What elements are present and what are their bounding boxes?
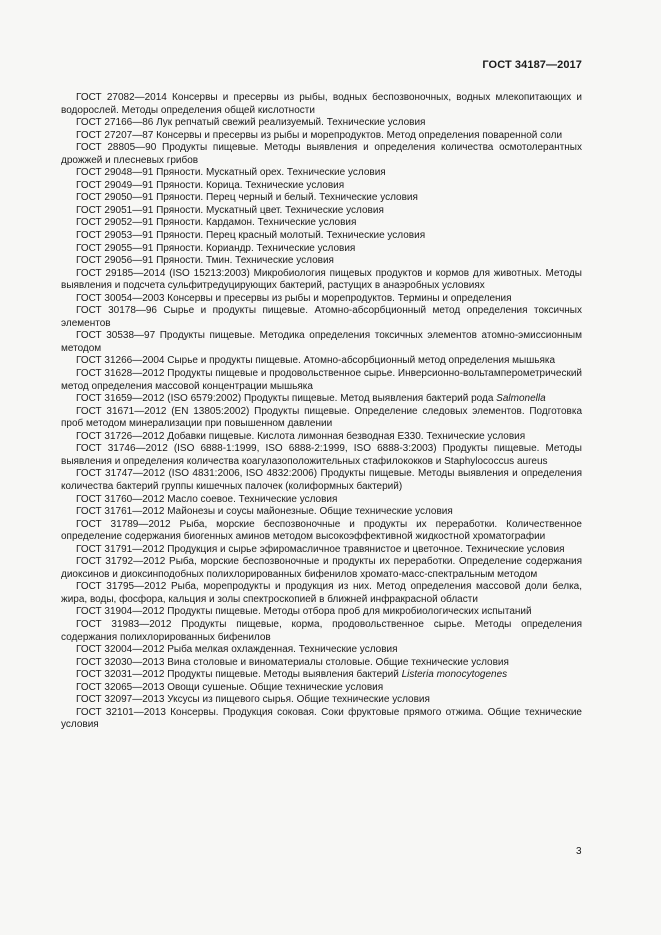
reference-text: ГОСТ 31266—2004 Сырье и продукты пищевые. Атомно-абсорбционный метод определения мышьяка	[76, 355, 556, 367]
reference-text: ГОСТ 31791—2012 Продукция и сырье эфиромасличное травянистое и цветочное. Технические условия	[76, 543, 565, 555]
reference-text: ГОСТ 29050—91 Пряности. Перец черный и белый. Технические условия	[76, 192, 418, 204]
reference-entry	[61, 355, 582, 368]
reference-text: ГОСТ 29053—91 Пряности. Перец красный молотый. Технические условия	[76, 230, 426, 242]
reference-entry	[61, 130, 582, 143]
reference-entry	[61, 92, 582, 117]
reference-italic-term: Salmonella	[496, 393, 546, 405]
reference-text: ГОСТ 32030—2013 Вина столовые и виноматериалы столовые. Общие технические условия	[76, 656, 509, 668]
reference-entry	[61, 468, 582, 493]
reference-text: ГОСТ 31746—2012 (ISO 6888-1:1999, ISO 6888-2:1999, ISO 6888-3:2003) Продукты пищевые. Методы выявления и определения количества коагулазоположительных стафилококков и Staphylococcus aureus	[61, 443, 582, 467]
reference-text: ГОСТ 31904—2012 Продукты пищевые. Методы отбора проб для микробиологических испытаний	[76, 606, 532, 618]
reference-entry	[61, 581, 582, 606]
reference-text: ГОСТ 31795—2012 Рыба, морепродукты и продукция из них. Метод определения массовой доли белка, жира, воды, фосфора, кальция и золы спектроскопией в ближней инфракрасной области	[61, 581, 582, 605]
reference-text: ГОСТ 29048—91 Пряности. Мускатный орех. Технические условия	[76, 167, 386, 179]
reference-text: ГОСТ 31659—2012 (ISO 6579:2002) Продукты пищевые. Метод выявления бактерий рода	[76, 393, 497, 405]
reference-entry	[61, 205, 582, 218]
reference-text: ГОСТ 29185—2014 (ISO 15213:2003) Микробиология пищевых продуктов и кормов для животных. Методы выявления и подсчета сульфитредуцирующих бактерий, растущих в анаэробных условиях	[61, 267, 582, 292]
reference-text: ГОСТ 31726—2012 Добавки пищевые. Кислота лимонная безводная Е330. Технические условия	[76, 430, 526, 442]
reference-entry	[61, 180, 582, 193]
reference-text: ГОСТ 29056—91 Пряности. Тмин. Технические условия	[76, 255, 334, 267]
reference-entry	[61, 619, 582, 644]
reference-entry	[61, 243, 582, 256]
reference-text: ГОСТ 31761—2012 Майонезы и соусы майонезные. Общие технические условия	[76, 506, 453, 518]
reference-entry	[61, 268, 582, 293]
reference-entry	[61, 556, 582, 581]
document-header-code: ГОСТ 34187—2017	[482, 59, 582, 71]
reference-text: ГОСТ 31760—2012 Масло соевое. Технические условия	[76, 493, 338, 505]
reference-text: ГОСТ 30178—96 Сырье и продукты пищевые. Атомно-абсорбционный метод определения токсичных элементов	[61, 305, 582, 329]
reference-entry	[61, 443, 582, 468]
reference-text: ГОСТ 32101—2013 Консервы. Продукция соковая. Соки фруктовые прямого отжима. Общие технические условия	[61, 706, 582, 731]
reference-text: ГОСТ 30538—97 Продукты пищевые. Методика определения токсичных элементов атомно-эмиссионным методом	[61, 330, 582, 354]
reference-text: ГОСТ 31628—2012 Продукты пищевые и продовольственное сырье. Инверсионно-вольтамперометрический метод определения массовой концентрации мышьяка	[61, 368, 582, 392]
page-number: 3	[576, 846, 582, 857]
reference-text: ГОСТ 29055—91 Пряности. Кориандр. Технические условия	[76, 242, 356, 254]
reference-entry	[61, 506, 582, 519]
reference-entry	[61, 644, 582, 657]
reference-text: ГОСТ 27207—87 Консервы и пресервы из рыбы и морепродуктов. Метод определения поваренной соли	[76, 129, 563, 141]
reference-entry	[61, 682, 582, 695]
reference-entry	[61, 305, 582, 330]
reference-entry	[61, 142, 582, 167]
reference-text: ГОСТ 31671—2012 (EN 13805:2002) Продукты пищевые. Определение следовых элементов. Подготовка проб методом минерализации при повышенном давлении	[61, 405, 582, 430]
reference-text: ГОСТ 27166—86 Лук репчатый свежий реализуемый. Технические условия	[76, 117, 426, 129]
reference-entry	[61, 606, 582, 619]
reference-entry	[61, 694, 582, 707]
reference-entry	[61, 393, 582, 406]
reference-italic-term: Listeria monocytogenes	[401, 669, 508, 681]
reference-text: ГОСТ 31747—2012 (ISO 4831:2006, ISO 4832:2006) Продукты пищевые. Методы выявления и определения количества бактерий группы кишечных палочек (колиформных бактерий)	[61, 468, 582, 492]
reference-text: ГОСТ 32004—2012 Рыба мелкая охлажденная. Технические условия	[76, 644, 398, 656]
reference-entry	[61, 217, 582, 230]
reference-entry	[61, 406, 582, 431]
reference-entry	[61, 707, 582, 732]
reference-entry	[61, 431, 582, 444]
reference-entry	[61, 519, 582, 544]
reference-entry	[61, 167, 582, 180]
reference-entry	[61, 117, 582, 130]
reference-text: ГОСТ 32065—2013 Овощи сушеные. Общие технические условия	[76, 681, 384, 693]
reference-entry	[61, 293, 582, 306]
reference-entry	[61, 494, 582, 507]
reference-text: ГОСТ 29049—91 Пряности. Корица. Технические условия	[76, 179, 345, 191]
reference-entry	[61, 657, 582, 670]
reference-entry	[61, 368, 582, 393]
reference-text: ГОСТ 31792—2012 Рыба, морские беспозвоночные и продукты их переработки. Определение содержания диоксинов и диоксинподобных полихлорированных бифенилов хромато-масс-спектральным методом	[61, 556, 582, 580]
reference-text: ГОСТ 29052—91 Пряности. Кардамон. Технические условия	[76, 217, 357, 229]
reference-entry	[61, 669, 582, 682]
reference-text: ГОСТ 29051—91 Пряности. Мускатный цвет. Технические условия	[76, 204, 384, 216]
reference-text: ГОСТ 32031—2012 Продукты пищевые. Методы выявления бактерий	[76, 669, 402, 681]
reference-entry	[61, 192, 582, 205]
reference-text: ГОСТ 27082—2014 Консервы и пресервы из рыбы, водных беспозвоночных, водных млекопитающих и водорослей. Методы определения общей кислотности	[61, 92, 582, 116]
reference-entry	[61, 330, 582, 355]
reference-text: ГОСТ 30054—2003 Консервы и пресервы из рыбы и морепродуктов. Термины и определения	[76, 292, 512, 304]
reference-text: ГОСТ 31983—2012 Продукты пищевые, корма, продовольственное сырье. Методы определения содержания полихлорированных бифенилов	[61, 618, 582, 643]
reference-text: ГОСТ 32097—2013 Уксусы из пищевого сырья. Общие технические условия	[76, 694, 430, 706]
reference-text: ГОСТ 28805—90 Продукты пищевые. Методы выявления и определения количества осмотолерантных дрожжей и плесневых грибов	[61, 142, 582, 166]
reference-entry	[61, 255, 582, 268]
reference-text: ГОСТ 31789—2012 Рыба, морские беспозвоночные и продукты их переработки. Количественное определение содержания биогенных аминов методом высокоэффективной жидкостной хроматографии	[61, 518, 582, 543]
reference-entry	[61, 230, 582, 243]
normative-references-list	[61, 92, 582, 732]
reference-entry	[61, 544, 582, 557]
